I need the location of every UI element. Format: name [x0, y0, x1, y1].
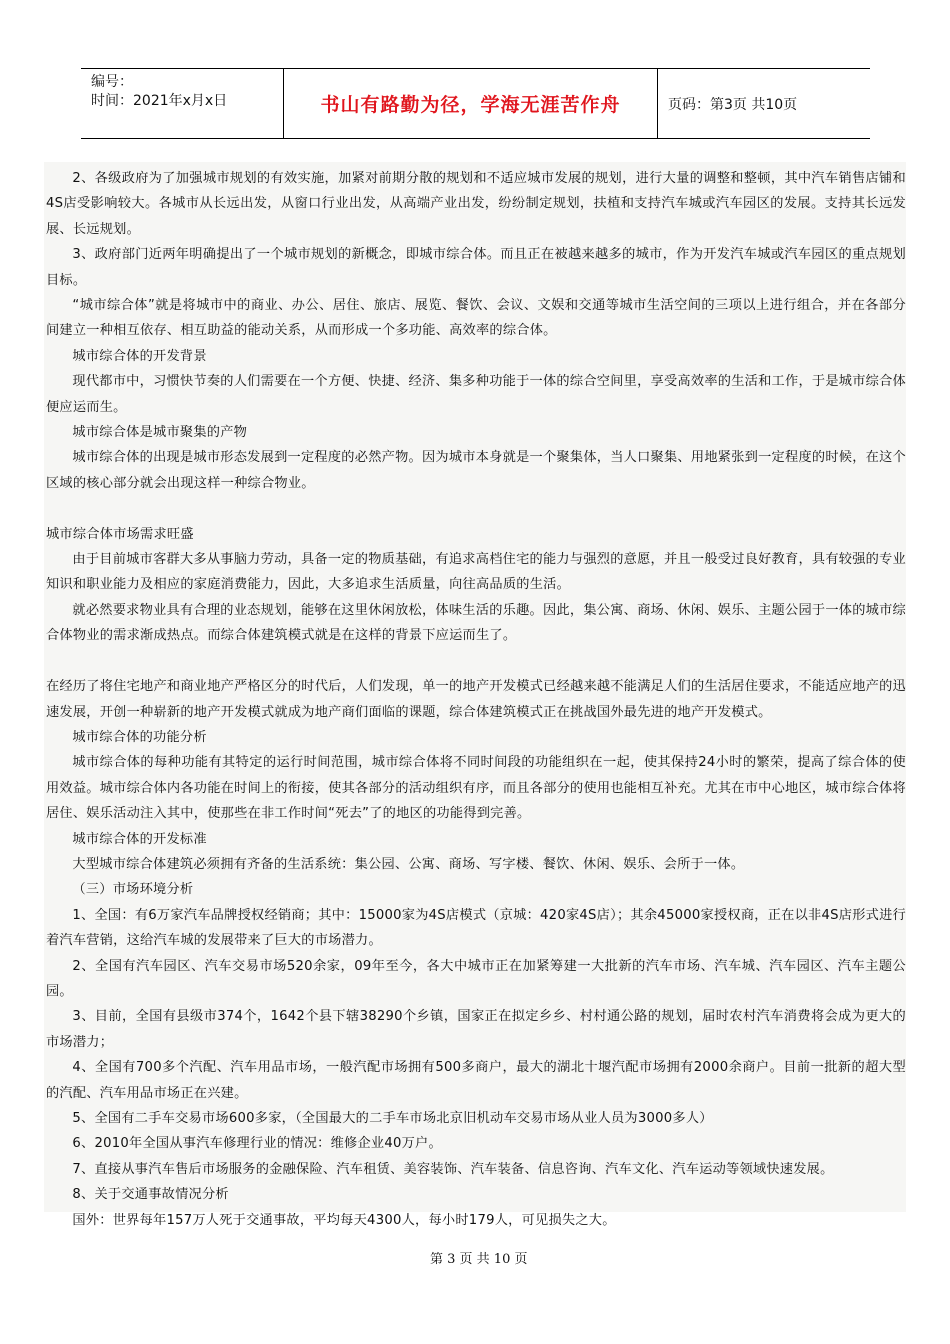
paragraph: 2、全国有汽车园区、汽车交易市场520余家，09年至今，各大中城市正在加紧筹建一大批新的汽车市场、汽车城、汽车园区、汽车主题公园。 [46, 958, 906, 999]
paragraph: 国外：世界每年157万人死于交通事故，平均每天4300人，每小时179人，可见损失之大。 [72, 1212, 616, 1228]
header-page-cell [658, 69, 870, 138]
header-left-cell [81, 69, 284, 138]
doc-number-label: 编号： [91, 74, 133, 90]
page-info: 页码：第3页 共10页 [668, 96, 798, 113]
paragraph: （三）市场环境分析 [72, 882, 194, 898]
paragraph: 7、直接从事汽车售后市场服务的金融保险、汽车租赁、美容装饰、汽车装备、信息咨询、汽车文化、汽车运动等领域快速发展。 [72, 1161, 834, 1177]
paragraph: 8、关于交通事故情况分析 [72, 1187, 229, 1203]
paragraph: 大型城市综合体建筑必须拥有齐备的生活系统：集公园、公寓、商场、写字楼、餐饮、休闲、娱乐、会所于一体。 [72, 856, 745, 872]
document-body [46, 166, 906, 1233]
paragraph: 由于目前城市客群大多从事脑力劳动，具备一定的物质基础，有追求高档住宅的能力与强烈的意愿，并且一般受过良好教育，具有较强的专业知识和职业能力及相应的家庭消费能力，因此，大多追求生活质量，向往高品质的生活。 [46, 552, 906, 593]
footer-page-number: 第 3 页 共 10 页 [430, 1252, 528, 1267]
paragraph: 4、全国有700多个汽配、汽车用品市场，一般汽配市场拥有500多商户，最大的湖北十堰汽配市场拥有2000余商户。目前一批新的超大型的汽配、汽车用品市场正在兴建。 [46, 1060, 906, 1101]
paragraph: 现代都市中，习惯快节奏的人们需要在一个方便、快捷、经济、集多种功能于一体的综合空间里，享受高效率的生活和工作，于是城市综合体便应运而生。 [46, 374, 906, 415]
header-motto-cell [284, 69, 658, 138]
paragraph: 城市综合体的功能分析 [72, 729, 207, 745]
paragraph: 城市综合体的开发背景 [72, 348, 207, 364]
paragraph: 1、全国：有6万家汽车品牌授权经销商；其中：15000家为4S店模式（京城：420家4S店）；其余45000家授权商，正在以非4S店形式进行着汽车营销，这给汽车城的发展带来了巨大的市场潜力。 [46, 907, 906, 949]
paragraph: 2、各级政府为了加强城市规划的有效实施，加紧对前期分散的规划和不适应城市发展的规划，进行大量的调整和整顿，其中汽车销售店铺和4S店受影响较大。各城市从长远出发，从窗口行业出发，从高端产业出发，纷纷制定规划，扶植和支持汽车城或汽车园区的发展。支持其长远发展、长远规划。 [46, 171, 906, 237]
motto-text: 书山有路勤为径，学海无涯苦作舟 [320, 94, 621, 116]
paragraph: 5、全国有二手车交易市场600多家，（全国最大的二手车市场北京旧机动车交易市场从业人员为3000多人） [72, 1111, 713, 1126]
paragraph: 3、政府部门近两年明确提出了一个城市规划的新概念，即城市综合体。而且正在被越来越多的城市，作为开发汽车城或汽车园区的重点规划目标。 [46, 247, 906, 288]
paragraph: 城市综合体的每种功能有其特定的运行时间范围，城市综合体将不同时间段的功能组织在一起，使其保持24小时的繁荣，提高了综合体的使用效益。城市综合体内各功能在时间上的衔接，使其各部分的活动组织有序，而且各部分的使用也能相互补充。尤其在市中心地区，城市综合体将居住、娱乐活动注入其中，使那些在非工作时间“死去”了的地区的功能得到完善。 [46, 755, 906, 822]
paragraph: 城市综合体的出现是城市形态发展到一定程度的必然产物。因为城市本身就是一个聚集体，当人口聚集、用地紧张到一定程度的时候，在这个区域的核心部分就会出现这样一种综合物业。 [46, 450, 906, 491]
page-footer [0, 1248, 950, 1267]
paragraph: 城市综合体的开发标准 [72, 831, 207, 847]
header-table [81, 68, 870, 139]
paragraph: 在经历了将住宅地产和商业地产严格区分的时代后，人们发现，单一的地产开发模式已经越来越不能满足人们的生活居住要求，不能适应地产的迅速发展，开创一种崭新的地产开发模式就成为地产商们面临的课题，综合体建筑模式正在挑战国外最先进的地产开发模式。 [46, 679, 906, 720]
blank-line [46, 496, 906, 521]
paragraph: 城市综合体市场需求旺盛 [46, 526, 194, 542]
paragraph: “城市综合体”就是将城市中的商业、办公、居住、旅店、展览、餐饮、会议、文娱和交通等城市生活空间的三项以上进行组合，并在各部分间建立一种相互依存、相互助益的能动关系，从而形成一个多功能、高效率的综合体。 [46, 298, 906, 339]
paragraph: 城市综合体是城市聚集的产物 [72, 425, 248, 441]
doc-time-label: 时间：2021年x月x日 [91, 93, 228, 109]
paragraph: 3、目前，全国有县级市374个，1642个县下辖38290个乡镇，国家正在拟定乡乡、村村通公路的规划，届时农村汽车消费将会成为更大的市场潜力； [46, 1009, 906, 1050]
paragraph: 就必然要求物业具有合理的业态规划，能够在这里休闲放松，体味生活的乐趣。因此，集公寓、商场、休闲、娱乐、主题公园于一体的城市综合体物业的需求渐成热点。而综合体建筑模式就是在这样的背景下应运而生了。 [46, 602, 906, 644]
paragraph: 6、2010年全国从事汽车修理行业的情况：维修企业40万户。 [72, 1136, 442, 1152]
blank-line [46, 649, 906, 674]
